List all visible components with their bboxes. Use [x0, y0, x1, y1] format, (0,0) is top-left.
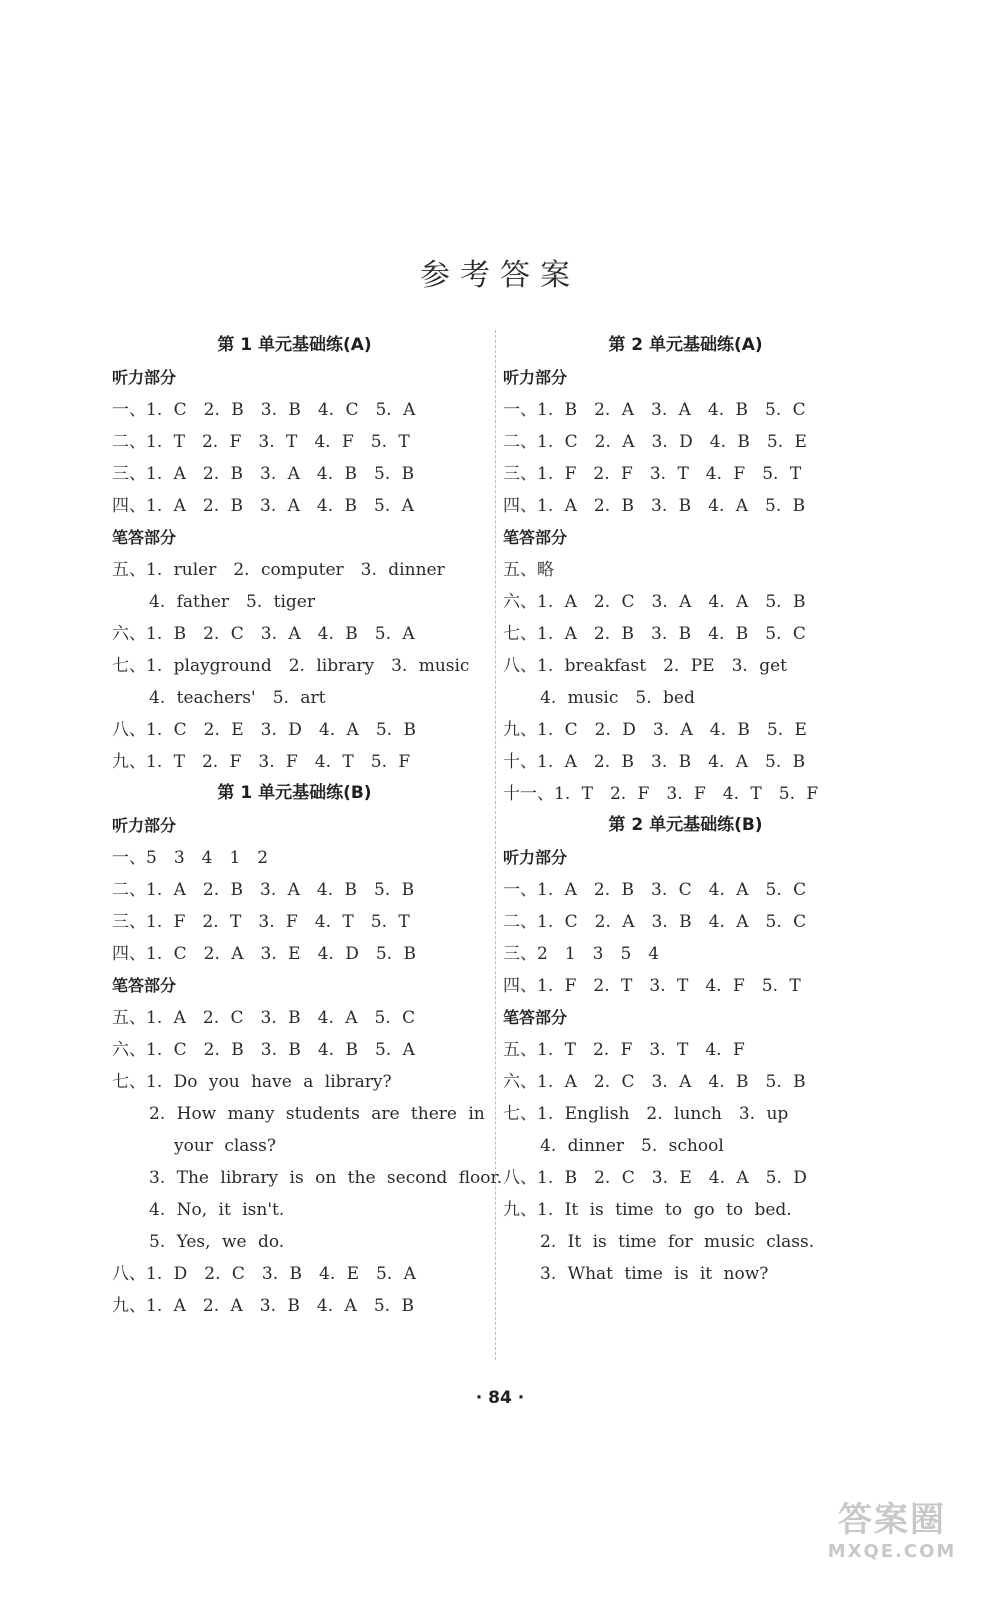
answer-line: 七、1. English 2. lunch 3. up — [503, 1104, 789, 1124]
answer-line: 二、1. C 2. A 3. B 4. A 5. C — [503, 912, 807, 932]
page-number: · 84 · — [475, 1388, 525, 1408]
answer-line: 二、1. A 2. B 3. A 4. B 5. B — [112, 880, 415, 900]
answer-line: 四、1. C 2. A 3. E 4. D 5. B — [112, 944, 416, 964]
page-title: 参考答案 — [420, 258, 580, 293]
right-column — [503, 330, 868, 1290]
answer-line: 3. What time is it now? — [540, 1264, 769, 1284]
unit1a-written-label: 笔答部分 — [112, 528, 177, 547]
answer-line: 5. Yes, we do. — [149, 1232, 285, 1252]
answer-line: 4. dinner 5. school — [540, 1136, 724, 1156]
watermark-logo — [812, 1500, 972, 1570]
answer-line: 三、1. A 2. B 3. A 4. B 5. B — [112, 464, 415, 484]
answer-line: 一、1. B 2. A 3. A 4. B 5. C — [503, 400, 806, 420]
answer-line: 三、1. F 2. F 3. T 4. F 5. T — [503, 464, 802, 484]
answer-line: 4. father 5. tiger — [149, 592, 315, 612]
answer-line: 2. It is time for music class. — [540, 1232, 815, 1252]
unit1b-listening-label: 听力部分 — [112, 816, 177, 835]
answer-line: 六、1. A 2. C 3. A 4. A 5. B — [503, 592, 806, 612]
answer-line: 五、略 — [503, 560, 554, 580]
unit2a-listening-label: 听力部分 — [503, 368, 568, 387]
answer-line: 八、1. breakfast 2. PE 3. get — [503, 656, 787, 676]
answer-line: your class? — [174, 1136, 276, 1156]
unit2a-heading: 第 2 单元基础练(A) — [608, 335, 763, 355]
answer-line: 五、1. A 2. C 3. B 4. A 5. C — [112, 1008, 416, 1028]
answer-line: 八、1. B 2. C 3. E 4. A 5. D — [503, 1168, 807, 1188]
unit2b-heading: 第 2 单元基础练(B) — [608, 815, 763, 835]
answer-line: 六、1. C 2. B 3. B 4. B 5. A — [112, 1040, 415, 1060]
answer-line: 四、1. F 2. T 3. T 4. F 5. T — [503, 976, 801, 996]
answer-line: 三、1. F 2. T 3. F 4. T 5. T — [112, 912, 410, 932]
unit1a-listening-label: 听力部分 — [112, 368, 177, 387]
answer-line: 二、1. C 2. A 3. D 4. B 5. E — [503, 432, 807, 452]
answer-line: 四、1. A 2. B 3. A 4. B 5. A — [112, 496, 414, 516]
answer-line: 二、1. T 2. F 3. T 4. F 5. T — [112, 432, 410, 452]
watermark-domain: MXQE.COM — [827, 1541, 957, 1562]
answer-line: 十、1. A 2. B 3. B 4. A 5. B — [503, 752, 806, 772]
answer-line: 3. The library is on the second floor. — [149, 1168, 503, 1188]
answer-line: 三、2 1 3 5 4 — [503, 944, 660, 964]
answer-line: 4. music 5. bed — [540, 688, 695, 708]
answer-line: 九、1. A 2. A 3. B 4. A 5. B — [112, 1296, 414, 1316]
unit1a-heading: 第 1 单元基础练(A) — [217, 335, 372, 355]
answer-line: 七、1. playground 2. library 3. music — [112, 656, 470, 676]
unit2b-written-label: 笔答部分 — [503, 1008, 568, 1027]
answer-line: 2. How many students are there in — [149, 1104, 485, 1124]
answer-line: 十一、1. T 2. F 3. F 4. T 5. F — [503, 784, 819, 804]
answer-line: 4. teachers' 5. art — [149, 688, 326, 708]
unit2a-written-label: 笔答部分 — [503, 528, 568, 547]
column-divider — [495, 330, 496, 1360]
answer-line: 4. No, it isn't. — [149, 1200, 285, 1220]
answer-line: 九、1. C 2. D 3. A 4. B 5. E — [503, 720, 807, 740]
left-column — [112, 330, 503, 1322]
answer-line: 九、1. It is time to go to bed. — [503, 1200, 792, 1220]
answer-line: 七、1. Do you have a library? — [112, 1072, 392, 1092]
unit2b-listening-label: 听力部分 — [503, 848, 568, 867]
answer-line: 五、1. T 2. F 3. T 4. F — [503, 1040, 745, 1060]
answer-line: 一、1. A 2. B 3. C 4. A 5. C — [503, 880, 807, 900]
answer-line: 六、1. A 2. C 3. A 4. B 5. B — [503, 1072, 806, 1092]
answer-line: 一、1. C 2. B 3. B 4. C 5. A — [112, 400, 416, 420]
answer-line: 九、1. T 2. F 3. F 4. T 5. F — [112, 752, 411, 772]
answer-line: 一、5 3 4 1 2 — [112, 848, 269, 868]
watermark-text: 答案圈 — [838, 1500, 946, 1540]
answer-line: 四、1. A 2. B 3. B 4. A 5. B — [503, 496, 806, 516]
answer-line: 六、1. B 2. C 3. A 4. B 5. A — [112, 624, 415, 644]
answer-line: 五、1. ruler 2. computer 3. dinner — [112, 560, 445, 580]
answer-line: 七、1. A 2. B 3. B 4. B 5. C — [503, 624, 806, 644]
answer-line: 八、1. C 2. E 3. D 4. A 5. B — [112, 720, 416, 740]
unit1b-heading: 第 1 单元基础练(B) — [217, 783, 372, 803]
unit1b-written-label: 笔答部分 — [112, 976, 177, 995]
answer-line: 八、1. D 2. C 3. B 4. E 5. A — [112, 1264, 416, 1284]
